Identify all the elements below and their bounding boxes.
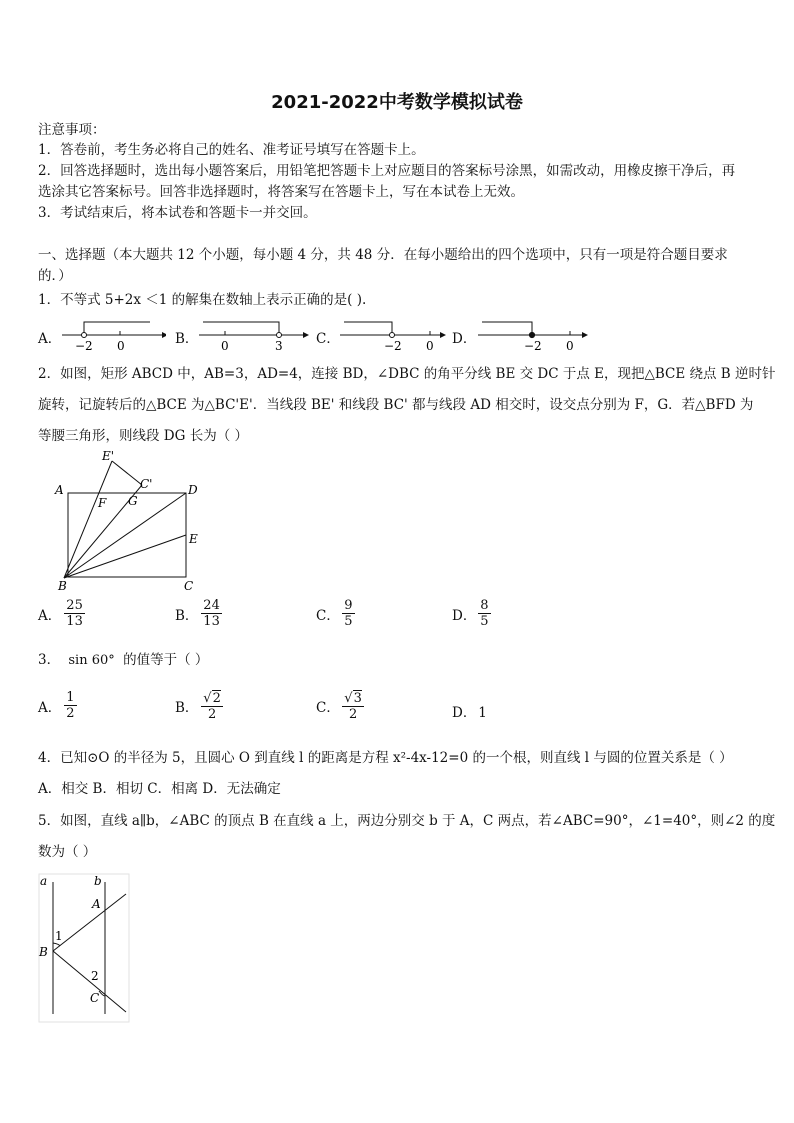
q5-label-a: A [92,897,101,911]
q2-option-b: B． $\frac{24}{13}$ [175,598,220,629]
note-item-1: 1．答卷前，考生务必将自己的姓名、准考证号填写在答题卡上。 [38,142,425,158]
notes-heading: 注意事项： [38,122,106,138]
q5-label-line-b: b [94,874,102,888]
q1-option-d-numberline [474,317,590,355]
q1-option-b-label: B． [175,331,199,347]
q2-line-3: 等腰三角形，则线段 DG 长为（ ） [38,428,248,444]
q2-label-d: D [188,483,198,497]
q2-label-g: G [128,494,138,508]
q1-a-tick-1: −2 [75,339,93,353]
q2-figure-rectangle [50,448,210,596]
page-title: 2021-2022中考数学模拟试卷 [271,92,523,113]
q1-d-tick-1: −2 [524,339,542,353]
q3-option-a: A． $\frac{1}{2}$ [38,690,75,721]
q5-label-line-a: a [40,874,48,888]
q1-text: 1．不等式 5+2x ＜1 的解集在数轴上表示正确的是( ). [38,292,367,308]
q2-label-c1: C' [140,477,153,491]
q1-option-a-label: A． [38,331,62,347]
q1-option-c-numberline [336,317,448,355]
q3-option-b: B． $\frac{√2}{2}$ [175,691,221,722]
q5-label-c: C [90,991,100,1005]
q2-option-d: D． $\frac{8}{5}$ [452,598,489,629]
q1-b-tick-1: 0 [221,339,229,353]
q1-b-tick-2: 3 [275,339,283,353]
q1-option-c-label: C． [316,331,340,347]
q2-label-f: F [98,496,107,510]
q1-option-d-label: D． [452,331,477,347]
q2-line-2: 旋转，记旋转后的△BCE 为△BC'E'．当线段 BE' 和线段 BC' 都与线段 AD 相交时，设交点分别为 F，G．若△BFD 为 [38,397,754,413]
note-item-2-cont: 选涂其它答案标号。回答非选择题时，将答案写在答题卡上，写在本试卷上无效。 [38,184,524,200]
q1-d-tick-2: 0 [566,339,574,353]
q2-label-b: B [58,579,67,593]
note-item-3: 3．考试结束后，将本试卷和答题卡一并交回。 [38,205,317,221]
q5-label-angle-1: 1 [55,929,63,943]
q1-option-a-numberline [58,317,166,355]
note-item-2: 2．回答选择题时，选出每小题答案后，用铅笔把答题卡上对应题目的答案标号涂黑，如需改动，用橡皮擦干净后，再 [38,163,736,179]
q3-text: 3． sin 60° 的值等于（ ） [38,652,209,668]
q2-label-e1: E' [102,449,115,463]
q4-options: A．相交 B．相切 C．相离 D．无法确定 [38,781,281,797]
q5-line-2: 数为（ ） [38,844,97,860]
q3-option-d: D． 1 [452,705,487,721]
q1-c-tick-2: 0 [426,339,434,353]
q1-a-tick-2: 0 [117,339,125,353]
q2-line-1: 2．如图，矩形 ABCD 中，AB=3，AD=4，连接 BD，∠DBC 的角平分线 BE 交 DC 于点 E，现把△BCE 绕点 B 逆时针 [38,366,776,382]
q3-expression: sin 60° [68,653,115,668]
q5-label-b: B [39,945,48,959]
q2-option-a: A． $\frac{25}{13}$ [38,598,83,629]
q2-label-a: A [55,483,64,497]
q5-line-1: 5．如图，直线 a∥b，∠ABC 的顶点 B 在直线 a 上，两边分别交 b 于 A，C 两点，若∠ABC=90°，∠1=40°，则∠2 的度 [38,813,776,829]
q1-option-b-numberline [195,317,309,355]
q2-label-e: E [189,532,198,546]
q2-label-c: C [184,579,194,593]
q4-text: 4．已知⊙O 的半径为 5，且圆心 O 到直线 l 的距离是方程 x²-4x-12=0 的一个根，则直线 l 与圆的位置关系是（ ） [38,750,733,766]
q2-option-c: C． $\frac{9}{5}$ [316,598,353,629]
section-heading: 一、选择题（本大题共 12 个小题，每小题 4 分，共 48 分．在每小题给出的四个选项中，只有一项是符合题目要求 [38,247,728,263]
q5-label-angle-2: 2 [91,969,99,983]
section-heading-cont: 的．） [38,268,72,284]
q1-c-tick-1: −2 [384,339,402,353]
q3-option-c: C． $\frac{√3}{2}$ [316,691,362,722]
q5-figure-parallel-lines [36,872,132,1024]
